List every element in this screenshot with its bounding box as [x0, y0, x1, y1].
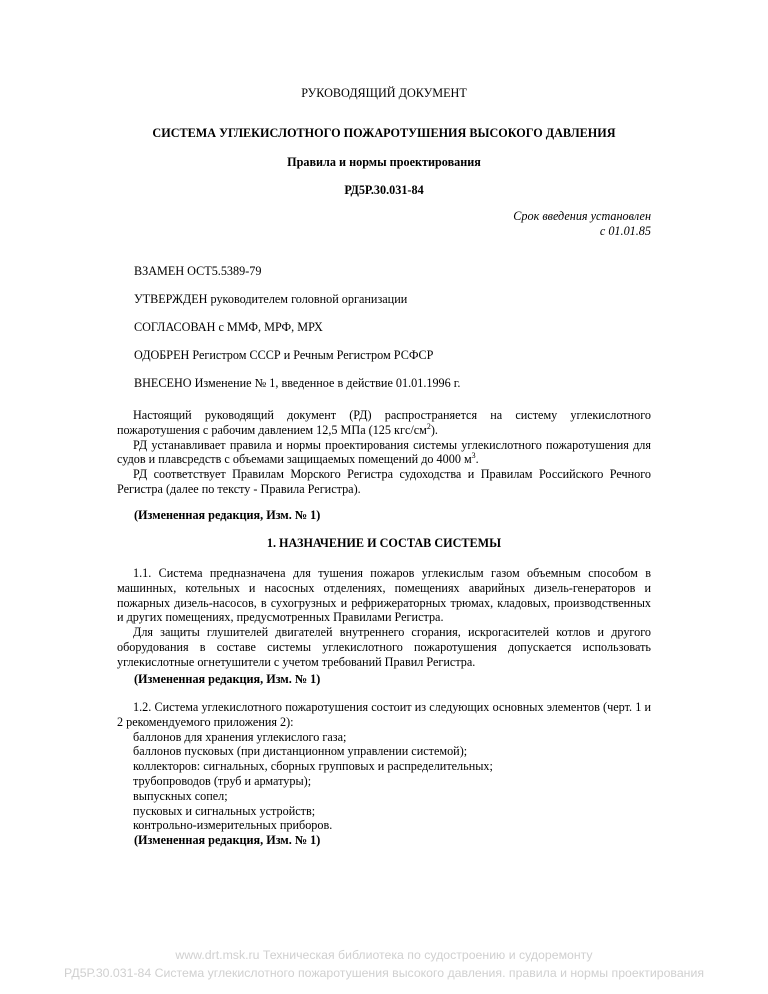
intro-p2: РД устанавливает правила и нормы проектирования системы углекислотного пожаротушения для судов и плавсредств с объемами защищаемых помещений до 4000 $м^3$.	[117, 437, 651, 467]
amendment-note-2: (Измененная редакция, Изм. № 1)	[134, 672, 321, 686]
approved-line: УТВЕРЖДЕН руководителем головной организации	[134, 292, 408, 306]
list-item: контрольно-измерительных приборов.	[133, 818, 333, 833]
section-1-heading: 1. НАЗНАЧЕНИЕ И СОСТАВ СИСТЕМЫ	[266, 536, 502, 550]
footer-doc-title: РД5Р.30.031-84 Система углекислотного пожаротушения высокого давления. правила и нормы проектирования	[64, 966, 704, 980]
section-1-2	[117, 700, 651, 833]
section-1-1	[117, 566, 651, 670]
effective-line-1: Срок введения установлен	[513, 209, 651, 223]
effective-date	[513, 209, 651, 239]
doc-code: РД5Р.30.031-84	[344, 183, 424, 197]
para-1-1: 1.1. Система предназначена для тушения пожаров углекислым газом объемным способом в машинных, котельных и насосных отделениях, помещениях аварийных дизель-генераторов и пожарных дизель-насосов, в сухогрузных и рефрижераторных трюмах, кладовых, производственных и других помещениях, предусмотренных Правилами Регистра.	[117, 566, 651, 625]
doc-title: СИСТЕМА УГЛЕКИСЛОТНОГО ПОЖАРОТУШЕНИЯ ВЫСОКОГО ДАВЛЕНИЯ	[152, 126, 616, 140]
agreed-line: СОГЛАСОВАН с ММФ, МРФ, МРХ	[134, 320, 323, 334]
list-item: коллекторов: сигнальных, сборных групповых и распределительных;	[133, 759, 493, 774]
intro-p3: РД соответствует Правилам Морского Регистра судоходства и Правилам Российского Речного Регистра (далее по тексту - Правила Регистра).	[117, 467, 651, 496]
effective-line-2: с 01.01.85	[599, 224, 651, 238]
list-item: трубопроводов (труб и арматуры);	[133, 773, 312, 788]
para-1-2: 1.2. Система углекислотного пожаротушения состоит из следующих основных элементов (черт. 1 и 2 рекомендуемого приложения 2):	[117, 700, 651, 729]
doc-subtitle: Правила и нормы проектирования	[287, 155, 481, 169]
doc-type: РУКОВОДЯЩИЙ ДОКУМЕНТ	[301, 86, 467, 100]
intro-paragraphs	[117, 408, 651, 497]
intro-p1: Настоящий руководящий документ (РД) распространяется на систему углекислотного пожаротушения с рабочим давлением 12,5 МПа (125 кгс/$см^2$).	[117, 408, 651, 437]
amended-line: ВНЕСЕНО Изменение № 1, введенное в действие 01.01.1996 г.	[134, 376, 461, 390]
footer-library-link[interactable]: www.drt.msk.ru Техническая библиотека по судостроению и судоремонту	[175, 948, 593, 962]
para-1-1b: Для защиты глушителей двигателей внутреннего сгорания, искрогасителей котлов и другого оборудования в составе системы углекислотного пожаротушения допускается использовать углекислотные огнетушители с учетом требований Правил Регистра.	[117, 625, 651, 669]
list-item: баллонов пусковых (при дистанционном управлении системой);	[133, 744, 468, 759]
amendment-note-3: (Измененная редакция, Изм. № 1)	[134, 833, 321, 847]
list-item: баллонов для хранения углекислого газа;	[133, 729, 347, 744]
list-item: пусковых и сигнальных устройств;	[133, 803, 316, 818]
amendment-note-1: (Измененная редакция, Изм. № 1)	[134, 508, 321, 522]
list-item: выпускных сопел;	[133, 788, 228, 803]
endorsed-line: ОДОБРЕН Регистром СССР и Речным Регистром РСФСР	[134, 348, 434, 362]
replaces-line: ВЗАМЕН ОСТ5.5389-79	[134, 264, 262, 278]
